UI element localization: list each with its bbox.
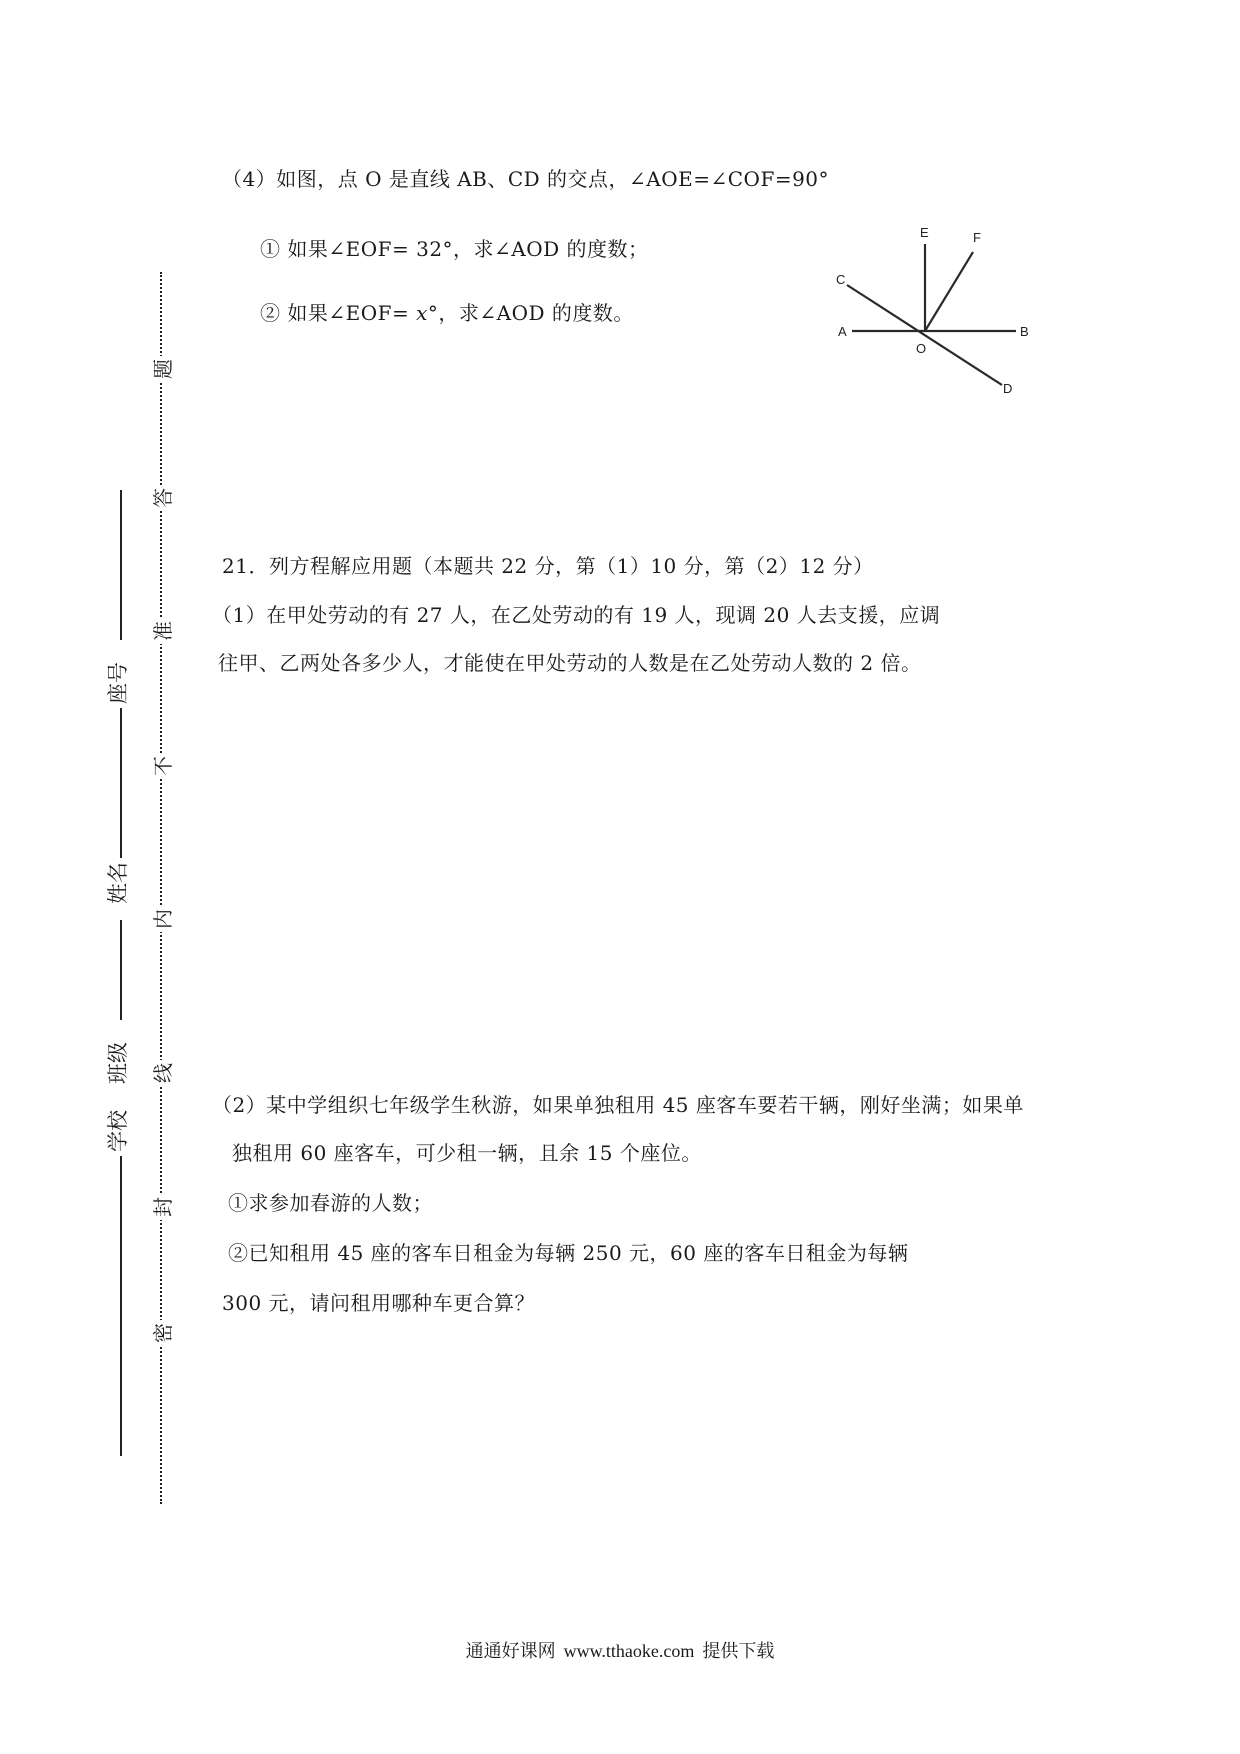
- ray-of: [925, 252, 973, 331]
- q20-4-part2-post: °，求∠AOD 的度数。: [427, 301, 634, 325]
- footer-url[interactable]: www.tthaoke.com: [563, 1641, 695, 1661]
- q20-4-part1: ① 如果∠EOF= 32°，求∠AOD 的度数；: [260, 237, 649, 261]
- label-b: B: [1020, 324, 1029, 339]
- q21-1-line1: （1）在甲处劳动的有 27 人，在乙处劳动的有 19 人，现调 20 人去支援，应调: [212, 603, 941, 627]
- seal-char-zhun: 准: [152, 618, 174, 644]
- seal-char-nei: 内: [152, 906, 174, 932]
- seal-char-feng: 封: [152, 1194, 174, 1220]
- q21-2-q1: ①求参加春游的人数；: [228, 1191, 433, 1215]
- field-label-class: 班级: [106, 1042, 130, 1084]
- label-o: O: [916, 341, 927, 356]
- seal-char-xian: 线: [152, 1060, 174, 1086]
- field-line-name[interactable]: [120, 708, 122, 858]
- field-line-school[interactable]: [120, 1156, 122, 1456]
- field-line-class[interactable]: [120, 920, 122, 1020]
- seal-char-ti: 题: [152, 356, 174, 382]
- label-f: F: [973, 230, 981, 245]
- footer-site: 通通好课网: [465, 1641, 556, 1662]
- seal-char-mi: 密: [152, 1320, 174, 1346]
- field-label-school: 学校: [106, 1110, 130, 1152]
- page-footer: [0, 1637, 1240, 1663]
- q20-4-part2-pre: ② 如果∠EOF=: [260, 301, 417, 325]
- label-e: E: [920, 225, 929, 240]
- q20-4-stem: （4）如图，点 O 是直线 AB、CD 的交点，∠AOE=∠COF=90°: [222, 167, 830, 191]
- angle-figure: [820, 220, 1080, 420]
- q21-2-line2: 独租用 60 座客车，可少租一辆，且余 15 个座位。: [232, 1141, 702, 1165]
- q21-2-q2-line1: ②已知租用 45 座的客车日租金为每辆 250 元，60 座的客车日租金为每辆: [228, 1241, 909, 1265]
- footer-tail: 提供下载: [702, 1641, 775, 1662]
- field-label-name: 姓名: [106, 862, 130, 904]
- q20-4-part2-var: x: [416, 301, 428, 325]
- q21-2-line1: （2）某中学组织七年级学生秋游，如果单独租用 45 座客车要若干辆，刚好坐满；如果单: [212, 1093, 1024, 1117]
- label-a: A: [838, 324, 847, 339]
- q21-1-line2: 往甲、乙两处各多少人，才能使在甲处劳动的人数是在乙处劳动人数的 2 倍。: [218, 651, 922, 675]
- seal-char-da: 答: [152, 485, 174, 511]
- q21-2-q2-line2: 300 元，请问租用哪种车更合算？: [222, 1291, 536, 1315]
- field-line-seat[interactable]: [120, 490, 122, 640]
- seal-char-bu: 不: [152, 753, 174, 779]
- label-c: C: [836, 272, 846, 287]
- field-label-seat: 座号: [106, 662, 130, 704]
- label-d: D: [1003, 381, 1013, 396]
- q20-4-part2: [260, 300, 634, 326]
- q21-title: 21．列方程解应用题（本题共 22 分，第（1）10 分，第（2）12 分）: [222, 554, 874, 578]
